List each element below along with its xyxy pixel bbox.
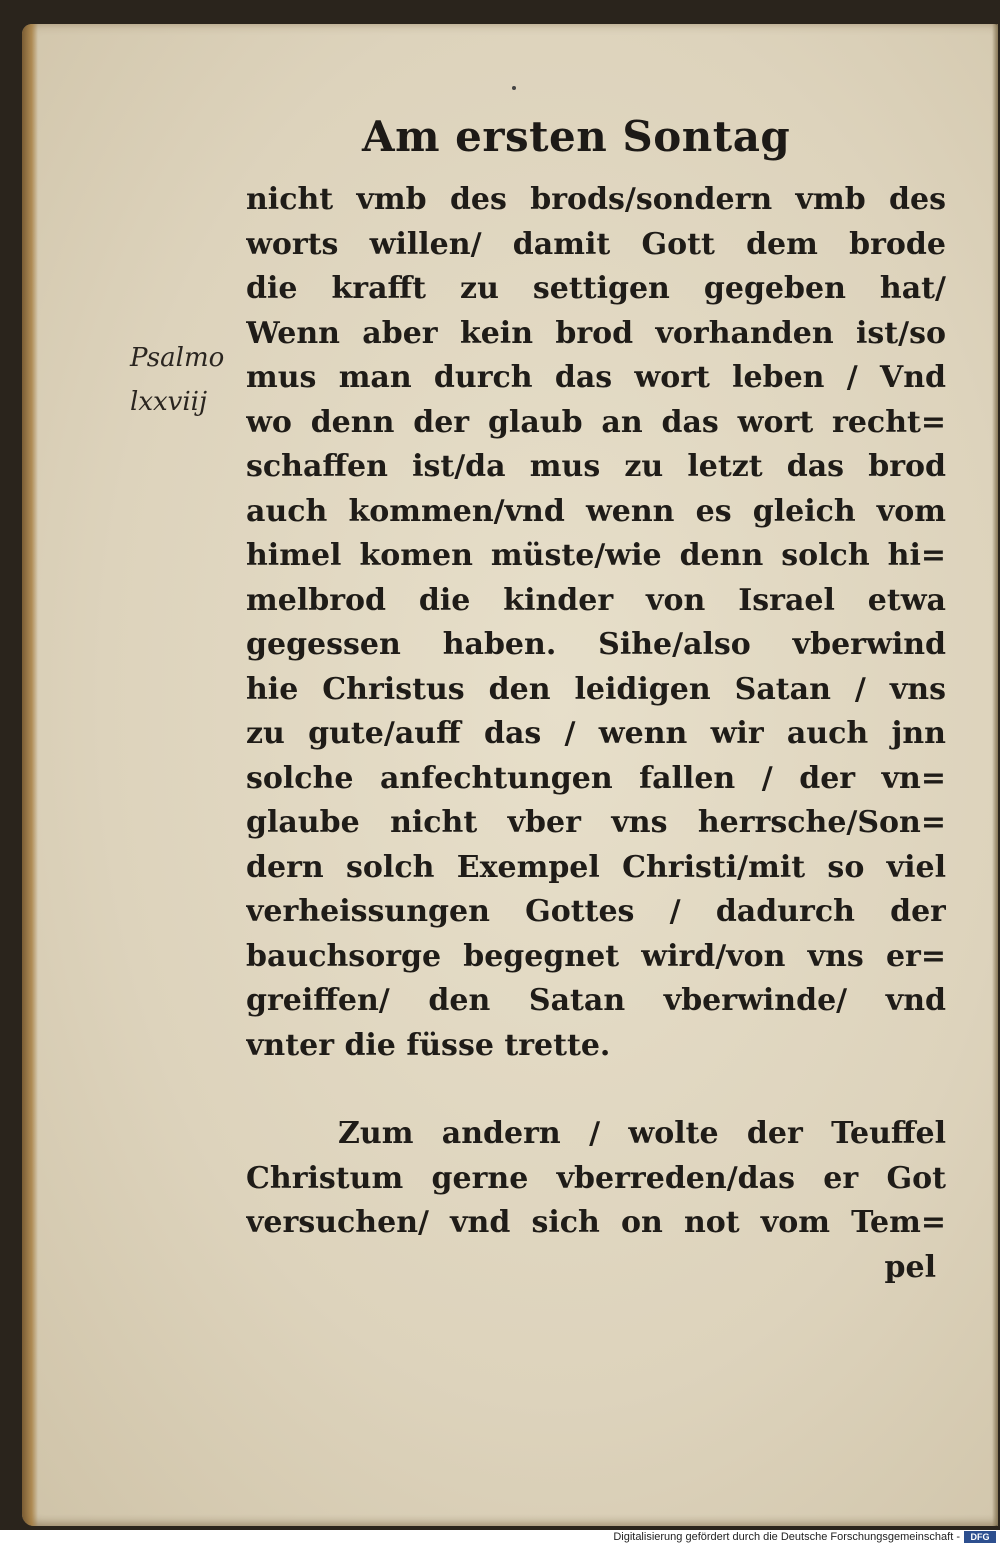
body-text xyxy=(246,178,946,1290)
text-line: solche anfechtungen fallen / der vn= xyxy=(246,760,946,796)
page-edge xyxy=(992,24,998,1526)
funding-credit: Digitalisierung gefördert durch die Deutsche Forschungsgemeinschaft - xyxy=(613,1531,960,1543)
text-line: Wenn aber kein brod vorhanden ist/so xyxy=(246,315,946,351)
dfg-logo: DFG xyxy=(964,1531,996,1543)
text-line: bauchsorge begegnet wird/von vns er= xyxy=(246,938,946,974)
text-line: dern solch Exempel Christi/mit so viel xyxy=(246,849,946,885)
text-line: verheissungen Gottes / dadurch der xyxy=(246,894,946,929)
text-line: greiffen/ den Satan vberwinde/ vnd xyxy=(246,983,946,1018)
text-line: die krafft zu settigen gegeben hat/ xyxy=(246,271,946,306)
footer-bar xyxy=(0,1530,1000,1545)
text-line: worts willen/ damit Gott dem brode xyxy=(246,226,946,262)
paragraph-gap xyxy=(246,1068,946,1112)
page-spine-shadow xyxy=(22,24,38,1526)
catchword: pel xyxy=(884,1249,936,1285)
ink-dot xyxy=(512,86,516,90)
margin-note xyxy=(130,336,240,424)
text-line: Christum gerne vberreden/das er Got xyxy=(246,1160,946,1196)
text-line: himel komen müste/wie denn solch hi= xyxy=(246,538,946,573)
text-line: gegessen haben. Sihe/also vberwind xyxy=(246,627,946,662)
text-line: versuchen/ vnd sich on not vom Tem= xyxy=(246,1205,946,1240)
text-line: Zum andern / wolte der Teuffel xyxy=(338,1116,946,1151)
text-line: melbrod die kinder von Israel etwa xyxy=(246,582,946,618)
margin-note-line: lxxviij xyxy=(130,387,208,417)
text-line: vnter die füsse trette. xyxy=(246,1027,611,1063)
text-line: nicht vmb des brods/sondern vmb des xyxy=(246,182,946,217)
text-line: glaube nicht vber vns herrsche/Son= xyxy=(246,805,946,840)
text-line: schaffen ist/da mus zu letzt das brod xyxy=(246,449,946,484)
text-line: auch kommen/vnd wenn es gleich vom xyxy=(246,493,946,529)
text-line: wo denn der glaub an das wort recht= xyxy=(246,404,946,440)
running-head: Am ersten Sontag xyxy=(362,112,791,161)
text-line: zu gute/auff das / wenn wir auch jnn xyxy=(246,716,946,751)
text-line: mus man durch das wort leben / Vnd xyxy=(246,360,946,395)
text-line: hie Christus den leidigen Satan / vns xyxy=(246,671,946,707)
margin-note-line: Psalmo xyxy=(130,343,225,373)
